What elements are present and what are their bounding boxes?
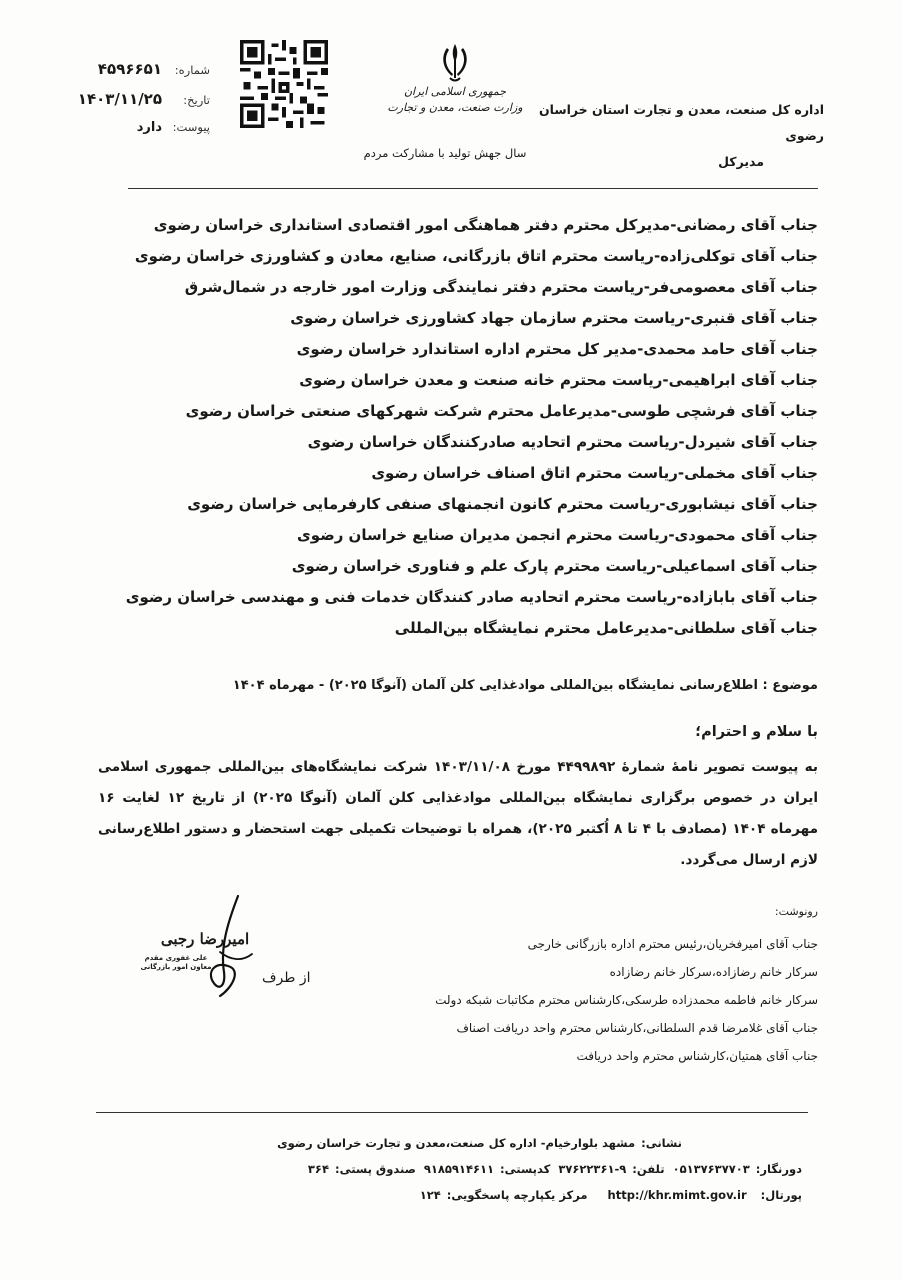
recipient-item: جناب آقای نیشابوری-ریاست محترم کانون انجمنهای صنفی کارفرمایی خراسان رضوی [187, 495, 818, 513]
signatory-title: علی غفوری مقدم معاون امور بازرگانی [140, 954, 212, 971]
portal-link[interactable]: http://khr.mimt.gov.ir [607, 1188, 747, 1202]
org-name: اداره کل صنعت، معدن و تجارت استان خراسان رضوی [538, 102, 824, 143]
recipient-item: جناب آقای ابراهیمی-ریاست محترم خانه صنعت و معدن خراسان رضوی [299, 371, 818, 389]
year-slogan: سال جهش تولید با مشارکت مردم [363, 146, 527, 160]
emblem-ministry: وزارت صنعت، معدن و تجارت [387, 101, 523, 114]
cc-list [435, 930, 818, 1070]
cc-heading: رونوشت: [774, 905, 818, 918]
recipient-item: جناب آقای معصومی‌فر-ریاست محترم دفتر نمایندگی وزارت امور خارجه در شمال‌شرق [184, 278, 818, 296]
letter-body: به پیوست تصویر نامهٔ شمارهٔ ۴۴۹۹۸۹۲ مورخ ۱۴۰۳/۱۱/۰۸ شرکت نمایشگاه‌های بین‌المللی جمهوری اسلامی ایران در خصوص برگزاری نمایشگاه بین‌المللی موادغذایی کلن آلمان (آنوگا ۲۰۲۵) از تاریخ ۱۲ لغایت ۱۶ مهرماه ۱۴۰۴ (مصادف با ۴ تا ۸ اُکتبر ۲۰۲۵)، همراه با توضیحات تکمیلی جهت استحضار و دستور اطلاع‌رسانی لازم ارسال می‌گردد. [98, 759, 819, 868]
letter-footer [112, 1130, 802, 1208]
qr-code-icon [240, 40, 328, 128]
footer-portal-row [112, 1182, 802, 1208]
cc-item: جناب آقای غلامرضا قدم السلطانی،کارشناس محترم واحد دریافت اصناف [456, 1021, 818, 1035]
letter-number-row [60, 60, 210, 90]
emblem-block [380, 40, 530, 116]
recipient-item: جناب آقای مخملی-ریاست محترم اتاق اصناف خراسان رضوی [371, 464, 818, 482]
recipient-item: جناب آقای رمضانی-مدیرکل محترم دفتر هماهنگی امور اقتصادی استانداری خراسان رضوی [153, 216, 818, 234]
letter-subject: موضوع : اطلاع‌رسانی نمایشگاه بین‌المللی موادغذایی کلن آلمان (آنوگا ۲۰۲۵) - مهرماه ۱۴۰۴ [232, 678, 818, 693]
recipient-item: جناب آقای حامد محمدی-مدیر کل محترم اداره استاندارد خراسان رضوی [296, 340, 818, 358]
recipient-item: جناب آقای محمودی-ریاست محترم انجمن مدیران صنایع خراسان رضوی [297, 526, 818, 544]
portal-label: پورتال: [760, 1188, 802, 1202]
recipient-item: جناب آقای سلطانی-مدیرعامل محترم نمایشگاه بین‌المللی [394, 619, 818, 637]
recipient-item: جناب آقای شیردل-ریاست محترم اتحادیه صادرکنندگان خراسان رضوی [307, 433, 818, 451]
po-box-value: ۳۶۴ [307, 1162, 329, 1176]
recipient-item: جناب آقای فرشچی طوسی-مدیرعامل محترم شرکت شهرکهای صنعتی خراسان رضوی [185, 402, 818, 420]
recipient-item: جناب آقای بابازاده-ریاست محترم اتحادیه صادر کنندگان خدمات فنی و مهندسی خراسان رضوی [125, 588, 818, 606]
address-label: نشانی: [641, 1136, 682, 1150]
call-center-label: مرکز یکپارچه پاسخگویی: [446, 1188, 588, 1202]
handwritten-signature-icon [120, 892, 295, 1012]
letter-date-row [60, 90, 210, 120]
header-divider [128, 188, 818, 189]
cc-item: سرکار خانم فاطمه محمدزاده طرسکی،کارشناس محترم مکاتبات شبکه دولت [435, 993, 818, 1007]
cc-item: جناب آقای همتیان،کارشناس محترم واحد دریافت [576, 1049, 818, 1063]
letter-meta [60, 60, 210, 150]
po-box-label: صندوق پستی: [334, 1162, 416, 1176]
fax-label: دورنگار: [755, 1162, 802, 1176]
recipient-item: جناب آقای اسماعیلی-ریاست محترم پارک علم و فناوری خراسان رضوی [291, 557, 818, 575]
recipient-item: جناب آقای توکلی‌زاده-ریاست محترم اتاق بازرگانی، صنایع، معادن و کشاورزی خراسان رضوی [134, 247, 818, 265]
phone-value: ۹-۳۷۶۲۲۳۶۱ [558, 1162, 627, 1176]
footer-address-row [112, 1130, 802, 1156]
postal-code-label: کدپستی: [500, 1162, 551, 1176]
cc-item: سرکار خانم رضازاده،سرکار خانم رضازاده [609, 965, 818, 979]
organization-header [524, 97, 824, 175]
letter-attachment: دارد [136, 120, 162, 135]
letter-number-label: شماره: [174, 63, 210, 77]
recipient-item: جناب آقای قنبری-ریاست محترم سازمان جهاد کشاورزی خراسان رضوی [290, 309, 818, 327]
iran-emblem-icon [438, 40, 472, 84]
footer-divider [96, 1112, 808, 1113]
cc-item: جناب آقای امیرفخریان،رئیس محترم اداره بازرگانی خارجی [527, 937, 818, 951]
postal-code-value: ۹۱۸۵۹۱۴۶۱۱ [423, 1162, 495, 1176]
letter-greeting: با سلام و احترام؛ [695, 724, 818, 740]
address-value: مشهد بلوارخیام- اداره کل صنعت،معدن و تجارت خراسان رضوی [277, 1136, 636, 1150]
letter-date-label: تاریخ: [183, 93, 210, 107]
on-behalf-label: از طرف [262, 970, 311, 986]
letter-attachment-row [60, 120, 210, 150]
letter-attachment-label: پیوست: [172, 120, 210, 134]
signatory-name: امیررضا رجبی [160, 930, 250, 948]
letter-date: ۱۴۰۳/۱۱/۲۵ [77, 90, 162, 108]
recipient-list [118, 210, 818, 644]
fax-value: ۰۵۱۳۷۶۳۷۷۰۳ [672, 1162, 750, 1176]
footer-contact-row [112, 1156, 802, 1182]
emblem-country: جمهوری اسلامی ایران [403, 85, 507, 98]
phone-label: تلفن: [632, 1162, 665, 1176]
letter-number: ۴۵۹۶۶۵۱ [97, 60, 162, 78]
call-center-value: ۱۲۴ [419, 1188, 441, 1202]
org-role: مدیرکل [718, 154, 764, 169]
